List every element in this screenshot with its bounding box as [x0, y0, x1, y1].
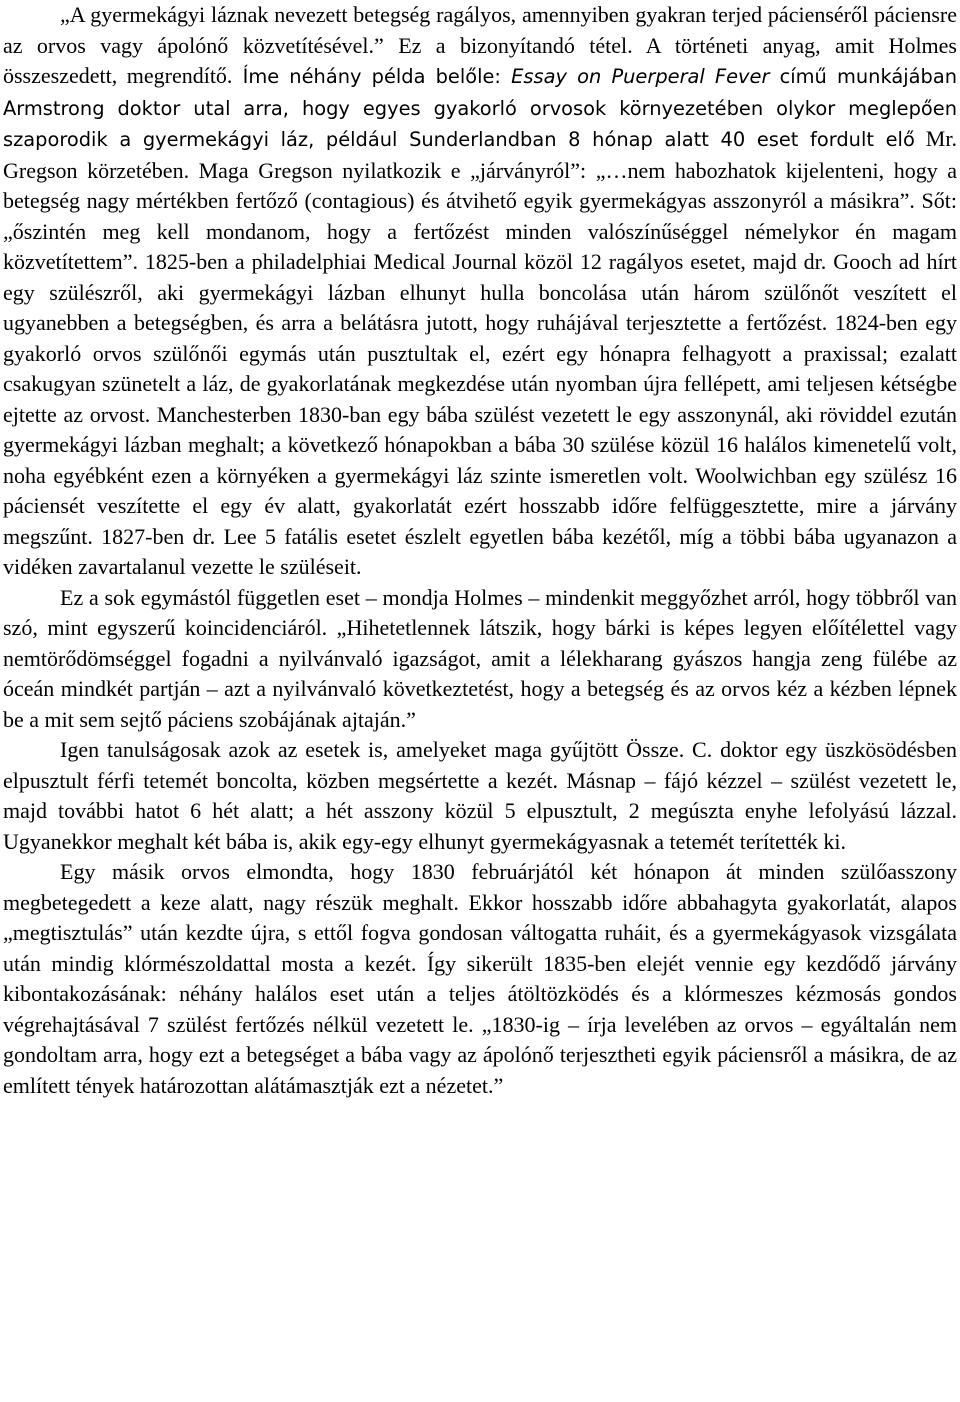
- paragraph-4: Egy másik orvos elmondta, hogy 1830 februárjától két hónapon át minden szülőasszony megbetegedett a keze alatt, nagy részük meghalt. Ekkor hosszabb időre abbahagyta gyakorlatát, alapos „megtisztulás” után kezdte újra, s ettől fogva gondosan váltogatta ruháit, és a gyermekágyasok vizsgálata után mindig klórmészoldattal mosta a kezét. Így sikerült 1835-ben elejét vennie egy kezdődő járvány kibontakozásának: néhány halálos eset után a teljes átöltözködés és a klórmeszes kézmosás gondos végrehajtásával 7 szülést fertőzés nélkül vezetett le. „1830-ig – írja levelében az orvos – egyáltalán nem gondoltam arra, hogy ezt a betegséget a bába vagy az ápolónő terjesztheti egyik páciensről a másikra, de az említett tények határozottan alátámasztják ezt a nézetet.”: [3, 859, 957, 1098]
- paragraph-1-cases: Mr. Gregson körzetében. Maga Gregson nyilatkozik e „járványról”: „…nem habozhatok kijelenteni, hogy a betegség nagy mértékben fertőző (contagious) és átvihető egyik gyermekágyas asszonyról a másikra”. Sőt: „őszintén meg kell mondanom, hogy a fertőzést minden valószínűséggel némelykor én magam közvetítettem”. 1825-ben a philadelphiai Medical Journal közöl 12 ragályos esetet, majd dr. Gooch ad hírt egy szülészről, aki gyermekágyi lázban elhunyt hulla boncolása után három szülőnőt veszített el ugyanebben a betegségben, és arra a belátásra jutott, hogy ruhájával terjesztette a fertőzést. 1824-ben egy gyakorló orvos szülőnői egymás után pusztultak el, ezért egy hónapra felhagyott a praxissal; ezalatt csakugyan szünetelt a láz, de gyakorlatának megkezdése után nyomban újra fellépett, ami teljesen kétségbe ejtette az orvost. Manchesterben 1830-ban egy bába szülést vezetett le egy asszonynál, aki röviddel ezután gyermekágyi lázban meghalt; a következő hónapokban a bába 30 szülése közül 16 halálos kimenetelű volt, noha egyébként ezen a környéken a gyermekágyi láz szinte ismeretlen volt. Woolwichban egy szülész 16 páciensét veszítette el egy év alatt, gyakorlatát ezért hosszabb időre felfüggesztette, mire a járvány megszűnt. 1827-ben dr. Lee 5 fatális esetet észlelt egyetlen bába kezétől, míg a többi bába ugyanazon a vidéken zavartalanul vezette le szüléseit.: [3, 126, 957, 579]
- book-title: Essay on Puerperal Fever: [511, 65, 770, 88]
- paragraph-3: Igen tanulságosak azok az esetek is, amelyeket maga gyűjtött Össze. C. doktor egy üszkösödésben elpusztult férfi tetemét boncolta, közben megsértette a kezét. Másnap – fájó kézzel – szülést vezetett le, majd további hatot 6 hét alatt; a hét asszony közül 5 elpusztult, 2 megúszta enyhe lefolyású lázzal. Ugyanekkor meghalt két bába is, akik egy-egy elhunyt gyermekágyasnak a tetemét terítették ki.: [3, 737, 957, 854]
- paragraph-1: [3, 0, 957, 583]
- paragraph-1-armstrong: című munkájában Armstrong doktor utal arra, hogy egyes gyakorló orvosok környezetében olykor meglepően szaporodik a gyermekágyi láz, például Sunderlandban 8 hónap alatt 40 eset fordult elő: [3, 65, 957, 151]
- paragraph-1-intro: „A gyermekágyi láznak nevezett betegség ragályos, amennyiben gyakran terjed pácienséről páciensre az orvos vagy ápolónő közvetítésével.” Ez a bizonyítandó tétel. A történeti anyag, amit Holmes összeszedett, megrendítő.: [3, 2, 957, 88]
- paragraph-1-examples-lead: Íme néhány példa belőle:: [232, 65, 512, 88]
- paragraph-2: Ez a sok egymástól független eset – mondja Holmes – mindenkit meggyőzhet arról, hogy többről van szó, mint egyszerű koincidenciáról. „Hihetetlennek látszik, hogy bárki is képes legyen előítélettel vagy nemtörődömséggel fogadni a nyilvánvaló igazságot, amit a lélekharang gyászos hangja zeng fülébe az óceán mindkét partján – azt a nyilvánvaló következtetést, hogy a betegség és az orvos kéz a kézben lépnek be a mit sem sejtő páciens szobájának ajtaján.”: [3, 584, 957, 732]
